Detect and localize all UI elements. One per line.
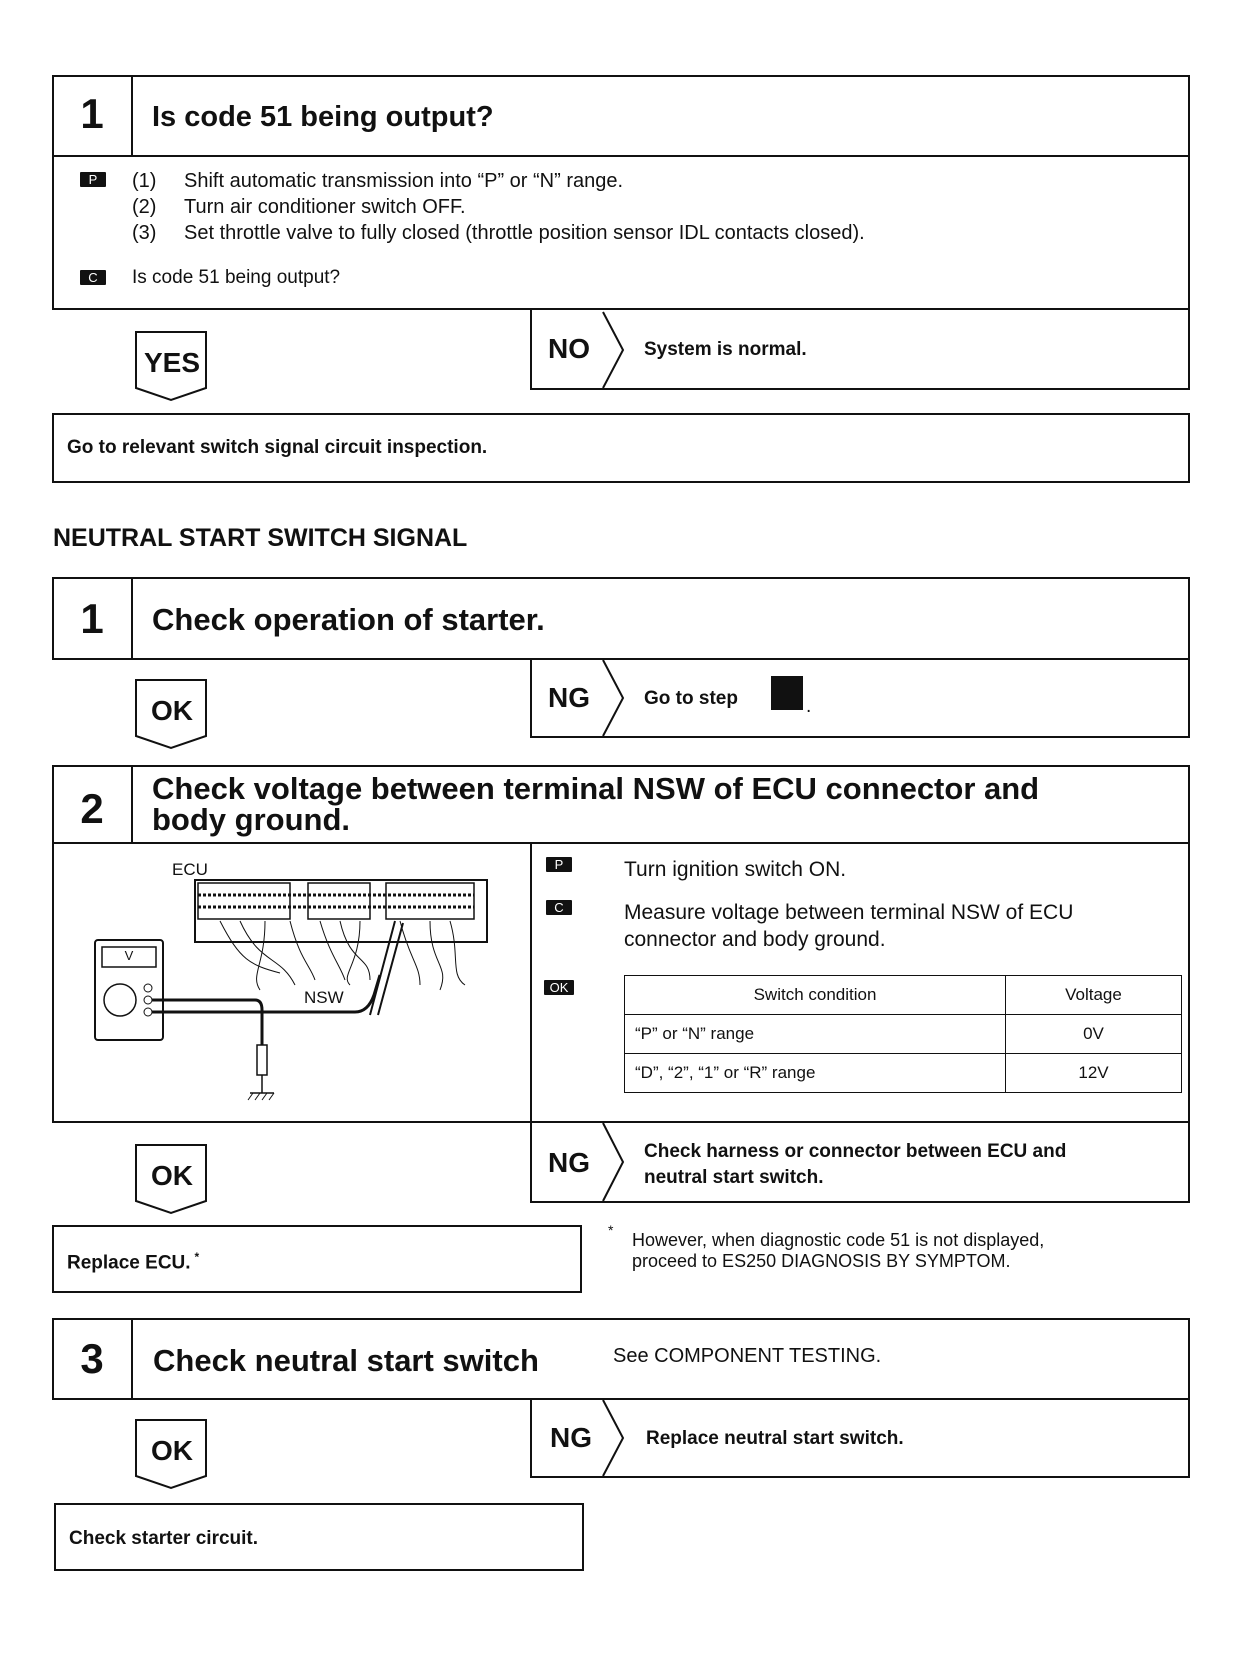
- ok-label: OK: [151, 1435, 193, 1466]
- note-asterisk: *: [608, 1222, 614, 1238]
- no-label: NO: [548, 333, 590, 364]
- ng-result-text: Check harness or connector between ECU and neutral start switch.: [644, 1141, 1067, 1188]
- section-heading: NEUTRAL START SWITCH SIGNAL: [53, 524, 468, 552]
- step-title: Check voltage between terminal NSW of ECU connector and body ground.: [152, 771, 1040, 837]
- ok-label: OK: [151, 1160, 193, 1191]
- table-cell: 0V: [1006, 1015, 1182, 1054]
- procedure-badge: P: [546, 857, 572, 872]
- note-text: However, when diagnostic code 51 is not displayed, proceed to ES250 DIAGNOSIS BY SYMPTOM.: [632, 1230, 1045, 1271]
- chevron-icon: [601, 658, 627, 738]
- yes-label: YES: [143, 347, 201, 378]
- table-header: Voltage: [1006, 976, 1182, 1015]
- table-header: Switch condition: [625, 976, 1006, 1015]
- step-number: 2: [80, 785, 104, 832]
- ok-label: OK: [151, 695, 193, 726]
- step-number: 1: [80, 595, 104, 642]
- ecu-wiring-diagram: [90, 855, 510, 1115]
- voltage-spec-table: [624, 975, 1182, 1093]
- ng-label: NG: [550, 1422, 592, 1453]
- ng-label: NG: [548, 1147, 590, 1178]
- table-header-row: [625, 976, 1182, 1015]
- step-reference: See COMPONENT TESTING.: [613, 1345, 882, 1367]
- ecu-label: ECU: [172, 860, 208, 879]
- yes-result-text: Go to relevant switch signal circuit inspection.: [67, 437, 488, 458]
- chevron-icon: [601, 1121, 627, 1203]
- step-number: 3: [80, 1335, 104, 1382]
- ok-result-text: Replace ECU. *: [67, 1250, 200, 1274]
- table-cell: “D”, “2”, “1” or “R” range: [625, 1054, 1006, 1093]
- check-badge: C: [80, 270, 106, 285]
- ng-result-text: Go to step: [644, 688, 738, 709]
- table-cell: “P” or “N” range: [625, 1015, 1006, 1054]
- table-row: [625, 1015, 1182, 1054]
- nsw-label: NSW: [304, 988, 344, 1007]
- procedure-item: (3) Set throttle valve to fully closed (throttle position sensor IDL contacts closed).: [132, 222, 865, 244]
- ok-badge: OK: [544, 980, 574, 995]
- check-text: Measure voltage between terminal NSW of ECU connector and body ground.: [624, 901, 1074, 951]
- step-title: Check operation of starter.: [152, 602, 545, 637]
- check-text: Is code 51 being output?: [132, 267, 341, 288]
- step-title: Is code 51 being output?: [152, 101, 494, 133]
- step-number: 1: [80, 90, 104, 137]
- no-result-text: System is normal.: [644, 339, 807, 360]
- ng-result-box: [530, 658, 1190, 738]
- no-result-box: [530, 310, 1190, 390]
- ng-result-text: Replace neutral start switch.: [646, 1428, 904, 1449]
- procedure-list: [132, 168, 865, 246]
- procedure-text: Turn ignition switch ON.: [624, 858, 847, 881]
- meter-label: V: [124, 948, 134, 963]
- table-cell: 12V: [1006, 1054, 1182, 1093]
- table-row: [625, 1054, 1182, 1093]
- step-title: Check neutral start switch: [153, 1343, 539, 1378]
- procedure-item: (2) Turn air conditioner switch OFF.: [132, 196, 466, 218]
- chevron-icon: [601, 310, 627, 390]
- ok-result-text: Check starter circuit.: [69, 1528, 259, 1549]
- check-badge: C: [546, 900, 572, 915]
- procedure-item: (1) Shift automatic transmission into “P” or “N” range.: [132, 170, 624, 192]
- step-reference-block: [771, 676, 803, 710]
- procedure-badge: P: [80, 172, 106, 187]
- ng-label: NG: [548, 682, 590, 713]
- chevron-icon: [601, 1398, 627, 1478]
